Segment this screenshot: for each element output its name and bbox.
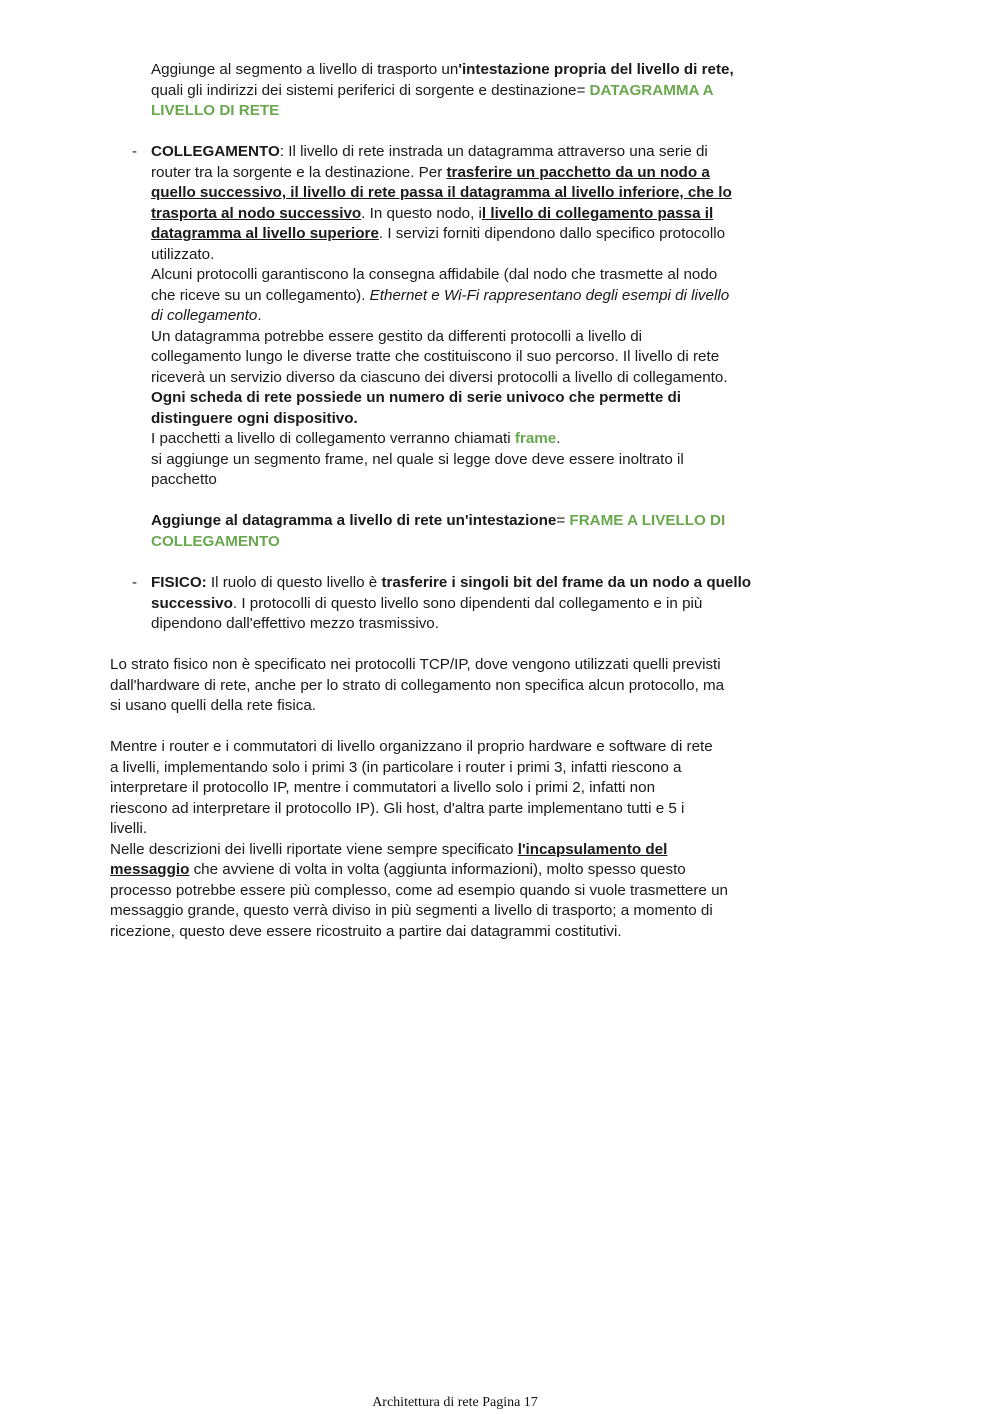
bullet-dash: -	[132, 143, 138, 160]
highlight-term: DATAGRAMMA A	[589, 81, 714, 99]
fisico-section: FISICO: Il ruolo di questo livello è trasferire i singoli bit del frame da un nodo a quello successivo. I protocolli di questo livello sono dipendenti dal collegamento e in più dipendono dall'effettivo mezzo trasmissivo.	[151, 574, 752, 632]
section-term: COLLEGAMENTO	[151, 143, 280, 160]
highlight-term: LIVELLO DI RETE	[151, 102, 280, 119]
highlight-term: frame	[514, 430, 557, 447]
page-footer: Architettura di rete Pagina 17	[372, 1395, 538, 1410]
text-line: Aggiunge al segmento a livello di trasporto un'intestazione propria del livello di rete,	[151, 61, 734, 78]
highlight-term: COLLEGAMENTO	[151, 532, 280, 550]
text-line: quali gli indirizzi dei sistemi periferici di sorgente e destinazione= DATAGRAMMA A	[151, 81, 714, 99]
highlight-term: FRAME A LIVELLO DI	[569, 512, 726, 529]
bullet-dash: -	[132, 574, 138, 591]
physical-layer-paragraph: Lo strato fisico non è specificato nei protocolli TCP/IP, dove vengono utilizzati quelli previsti dall'hardware di rete, anche per lo strato di collegamento non specifica alcun protocollo, ma si usano quelli della rete fisica.	[110, 656, 725, 714]
router-paragraph: Mentre i router e i commutatori di livello organizzano il proprio hardware e software di rete a livelli, implementando solo i primi 3 (in particolare i router i primi 3, infatti riescono a interpretare il protocollo IP, mentre i commutatori a livello solo i primi 2, infatti non riescono ad interpretare il protocollo IP). Gli host, d'altra parte implementano tutti e 5 i livelli. Nelle descrizioni dei livelli riportate viene sempre specificato l'incapsulamento del messaggio che avviene di volta in volta (aggiunta informazioni), molto spesso questo processo potrebbe essere più complesso, come ad esempio quando si vuole trasmettere un messaggio grande, questo verrà diviso in più segmenti a livello di trasporto; a momento di ricezione, questo deve essere ricostruito a partire dai datagrammi costitutivi.	[110, 738, 728, 940]
collegamento-section: COLLEGAMENTO: Il livello di rete instrada un datagramma attraverso una serie di router tra la sorgente e la destinazione. Per trasferire un pacchetto da un nodo a quello successivo, il livello di rete passa il datagramma al livello inferiore, che lo trasporta al nodo successivo. In questo nodo, il livello di collegamento passa il datagramma al livello superiore. I servizi forniti dipendono dallo specifico protocollo utilizzato. Alcuni protocolli garantiscono la consegna affidabile (dal nodo che trasmette al nodo che riceve su un collegamento). Ethernet e Wi-Fi rappresentano degli esempi di livello di collegamento. Un datagramma potrebbe essere gestito da differenti protocolli a livello di collegamento lungo le diverse tratte che costituiscono il suo percorso. Il livello di rete riceverà un servizio diverso da ciascuno dei diversi protocolli a livello di collegamento. Ogni scheda di rete possiede un numero di serie univoco che permette di distinguere ogni dispositivo. I pacchetti a livello di collegamento verranno chiamati frame. si aggiunge un segmento frame, nel quale si legge dove deve essere inoltrato il pacchetto Aggiunge al datagramma a livello di rete un'intestazione= FRAME A LIVELLO DI COLLEGAMENTO	[151, 143, 732, 550]
section-term: FISICO:	[151, 574, 207, 591]
rete-continuation-paragraph	[151, 60, 751, 122]
text-line	[151, 101, 751, 122]
